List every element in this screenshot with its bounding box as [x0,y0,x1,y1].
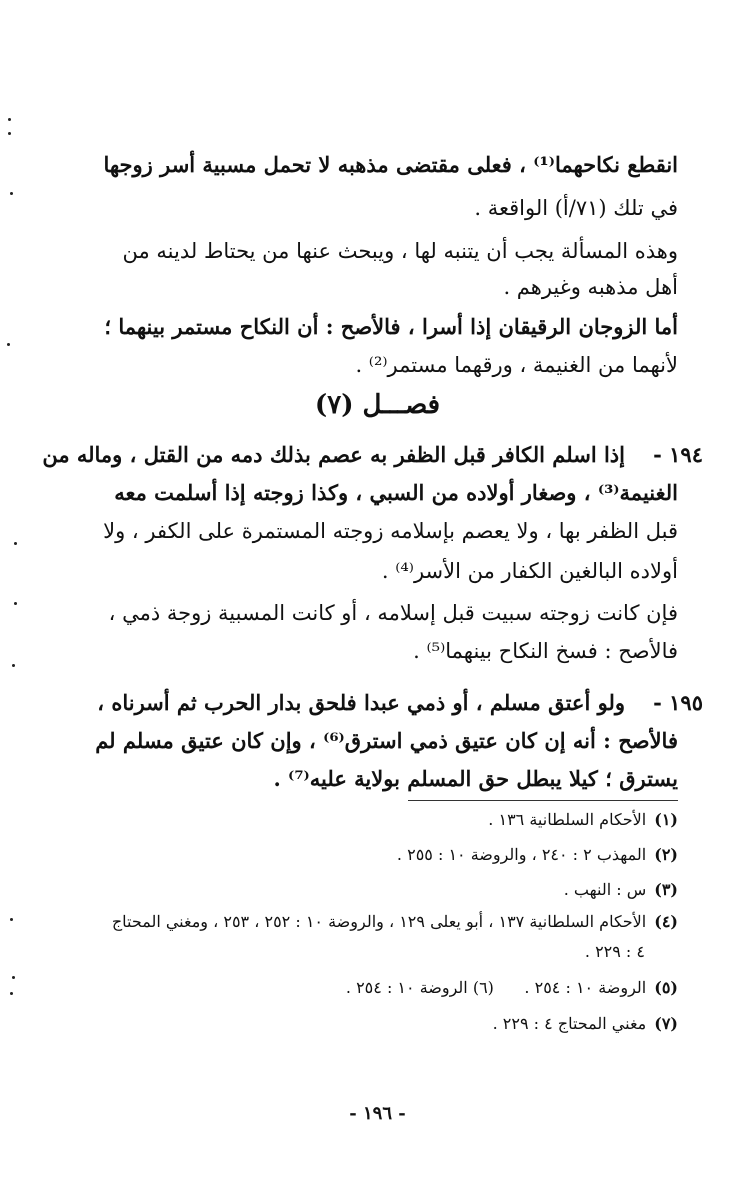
item-number: ١٩٥ - [653,690,703,715]
footnote-text: الأحكام السلطانية ١٣٧ ، أبو يعلى ١٢٩ ، والروضة ١٠ : ٢٥٢ ، ٢٥٣ ، ومغني المحتاج [111,912,647,931]
body-line: انقطع نكاحهما⁽¹⁾ ، فعلى مقتضى مذهبه لا تحمل مسبية أسر زوجها [103,152,678,177]
footnote-label: (٢) [654,845,678,864]
section-heading: فصـــل (٧) [314,390,441,420]
item-line: ولو أعتق مسلم ، أو ذمي عبدا فلحق بدار الحرب ثم أسرناه ، [97,690,625,715]
item-number: ١٩٤ - [653,442,703,467]
footnote-text: س : النهب . [563,880,647,899]
item-line: يسترق ؛ كيلا يبطل حق المسلم بولاية عليه⁽⁷⁾ . [273,766,678,791]
footnote-label: (٣) [654,880,678,899]
footnote-text: ٤ : ٢٢٩ . [584,942,645,961]
item-line: إذا اسلم الكافر قبل الظفر به عصم بذلك دمه من القتل ، وماله من [42,442,625,467]
footnote-text: المهذب ٢ : ٢٤٠ ، والروضة ١٠ : ٢٥٥ . [396,845,647,864]
footnote-text: مغني المحتاج ٤ : ٢٢٩ . [492,1014,647,1033]
body-line: أما الزوجان الرقيقان إذا أسرا ، فالأصح : أن النكاح مستمر بينهما ؛ [104,314,678,339]
margin-speck [10,192,13,195]
footnote-label: (٥) [654,978,678,997]
footnote [48,808,678,832]
item-line: قبل الظفر بها ، ولا يعصم بإسلامه زوجته المستمرة على الكفر ، ولا [103,519,678,543]
item-line: فإن كانت زوجته سبيت قبل إسلامه ، أو كانت المسبية زوجة ذمي ، [108,601,678,625]
body-line: في تلك (٧١/أ) الواقعة . [474,196,678,220]
margin-speck [8,132,11,135]
footnote-label: (٧) [654,1014,678,1033]
body-line: لأنهما من الغنيمة ، ورقهما مستمر⁽²⁾ . [355,353,678,377]
margin-speck [12,976,15,979]
body-line: وهذه المسألة يجب أن يتنبه لها ، ويبحث عنها من يحتاط لدينه من [122,239,678,263]
item-line: فالأصح : أنه إن كان عتيق ذمي استرق⁽⁶⁾ ، وإن كان عتيق مسلم لم [95,728,678,753]
footnote [48,878,678,902]
margin-speck [12,664,15,667]
margin-speck [10,918,13,921]
page-number: - ١٩٦ - [349,1103,406,1124]
footnote-label: (٤) [654,912,678,931]
body-line: أهل مذهبه وغيرهم . [503,275,678,299]
footnote [15,940,645,964]
footnote [48,1012,678,1036]
footnote [48,910,678,934]
margin-speck [10,992,13,995]
margin-speck [7,343,10,346]
item-line: الغنيمة⁽³⁾ ، وصغار أولاده من السبي ، وكذا زوجته إذا أسلمت معه [114,480,678,505]
item-line: فالأصح : فسخ النكاح بينهما⁽⁵⁾ . [413,639,678,663]
footnote-label: (١) [654,810,678,829]
footnote-text: الأحكام السلطانية ١٣٦ . [488,810,647,829]
footnote [48,843,678,867]
margin-speck [14,602,17,605]
footnote-separator [408,800,678,801]
footnote-text: الروضة ١٠ : ٢٥٤ . (٦) الروضة ١٠ : ٢٥٤ . [345,978,647,997]
item-line: أولاده البالغين الكفار من الأسر⁽⁴⁾ . [381,559,678,583]
margin-speck [14,542,17,545]
margin-speck [8,118,11,121]
footnote [48,976,678,1000]
